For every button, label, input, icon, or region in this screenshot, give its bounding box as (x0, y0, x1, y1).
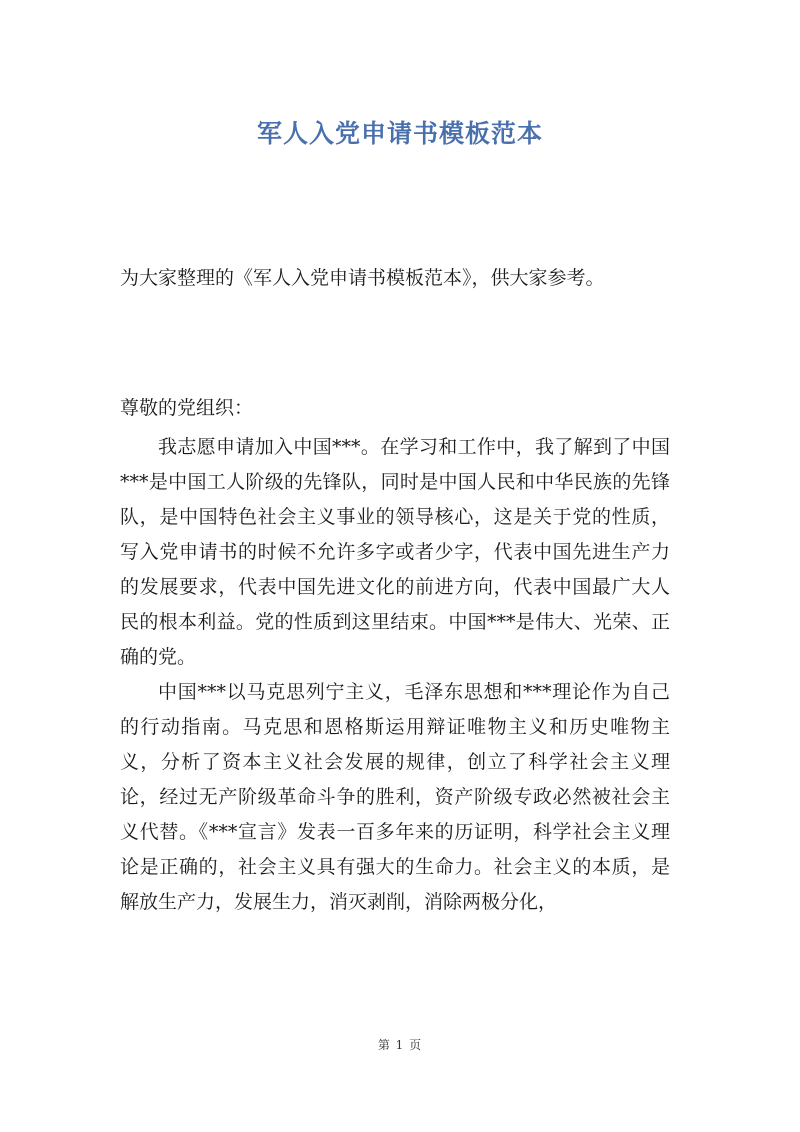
intro-text: 为大家整理的《军人入党申请书模板范本》，供大家参考。 (120, 267, 605, 289)
paragraph: 中国***以马克思列宁主义，毛泽东思想和***理论作为自己的行动指南。马克思和恩格斯运用辩证唯物主义和历史唯物主义，分析了资本主义社会发展的规律，创立了科学社会主义理论，经过无产阶级革命斗争的胜利，资产阶级专政必然被社会主义代替。《***宣言》发表一百多年来的历证明，科学社会主义理论是正确的，社会主义具有强大的生命力。社会主义的本质，是解放生产力，发展生力，消灭剥削，消除两极分化， (120, 681, 670, 913)
paragraph: 我志愿申请加入中国***。在学习和工作中，我了解到了中国***是中国工人阶级的先锋队，同时是中国人民和中华民族的先锋队，是中国特色社会主义事业的领导核心，这是关于党的性质，写入党申请书的时候不允许多字或者少字，代表中国先进生产力的发展要求，代表中国先进文化的前进方向，代表中国最广大人民的根本利益。党的性质到这里结束。中国***是伟大、光荣、正确的党。 (120, 436, 670, 668)
document-body (120, 430, 670, 920)
page-number: 第 1 页 (377, 1038, 423, 1052)
salutation: 尊敬的党组织： (120, 397, 254, 419)
document-title: 军人入党申请书模板范本 (256, 119, 543, 148)
